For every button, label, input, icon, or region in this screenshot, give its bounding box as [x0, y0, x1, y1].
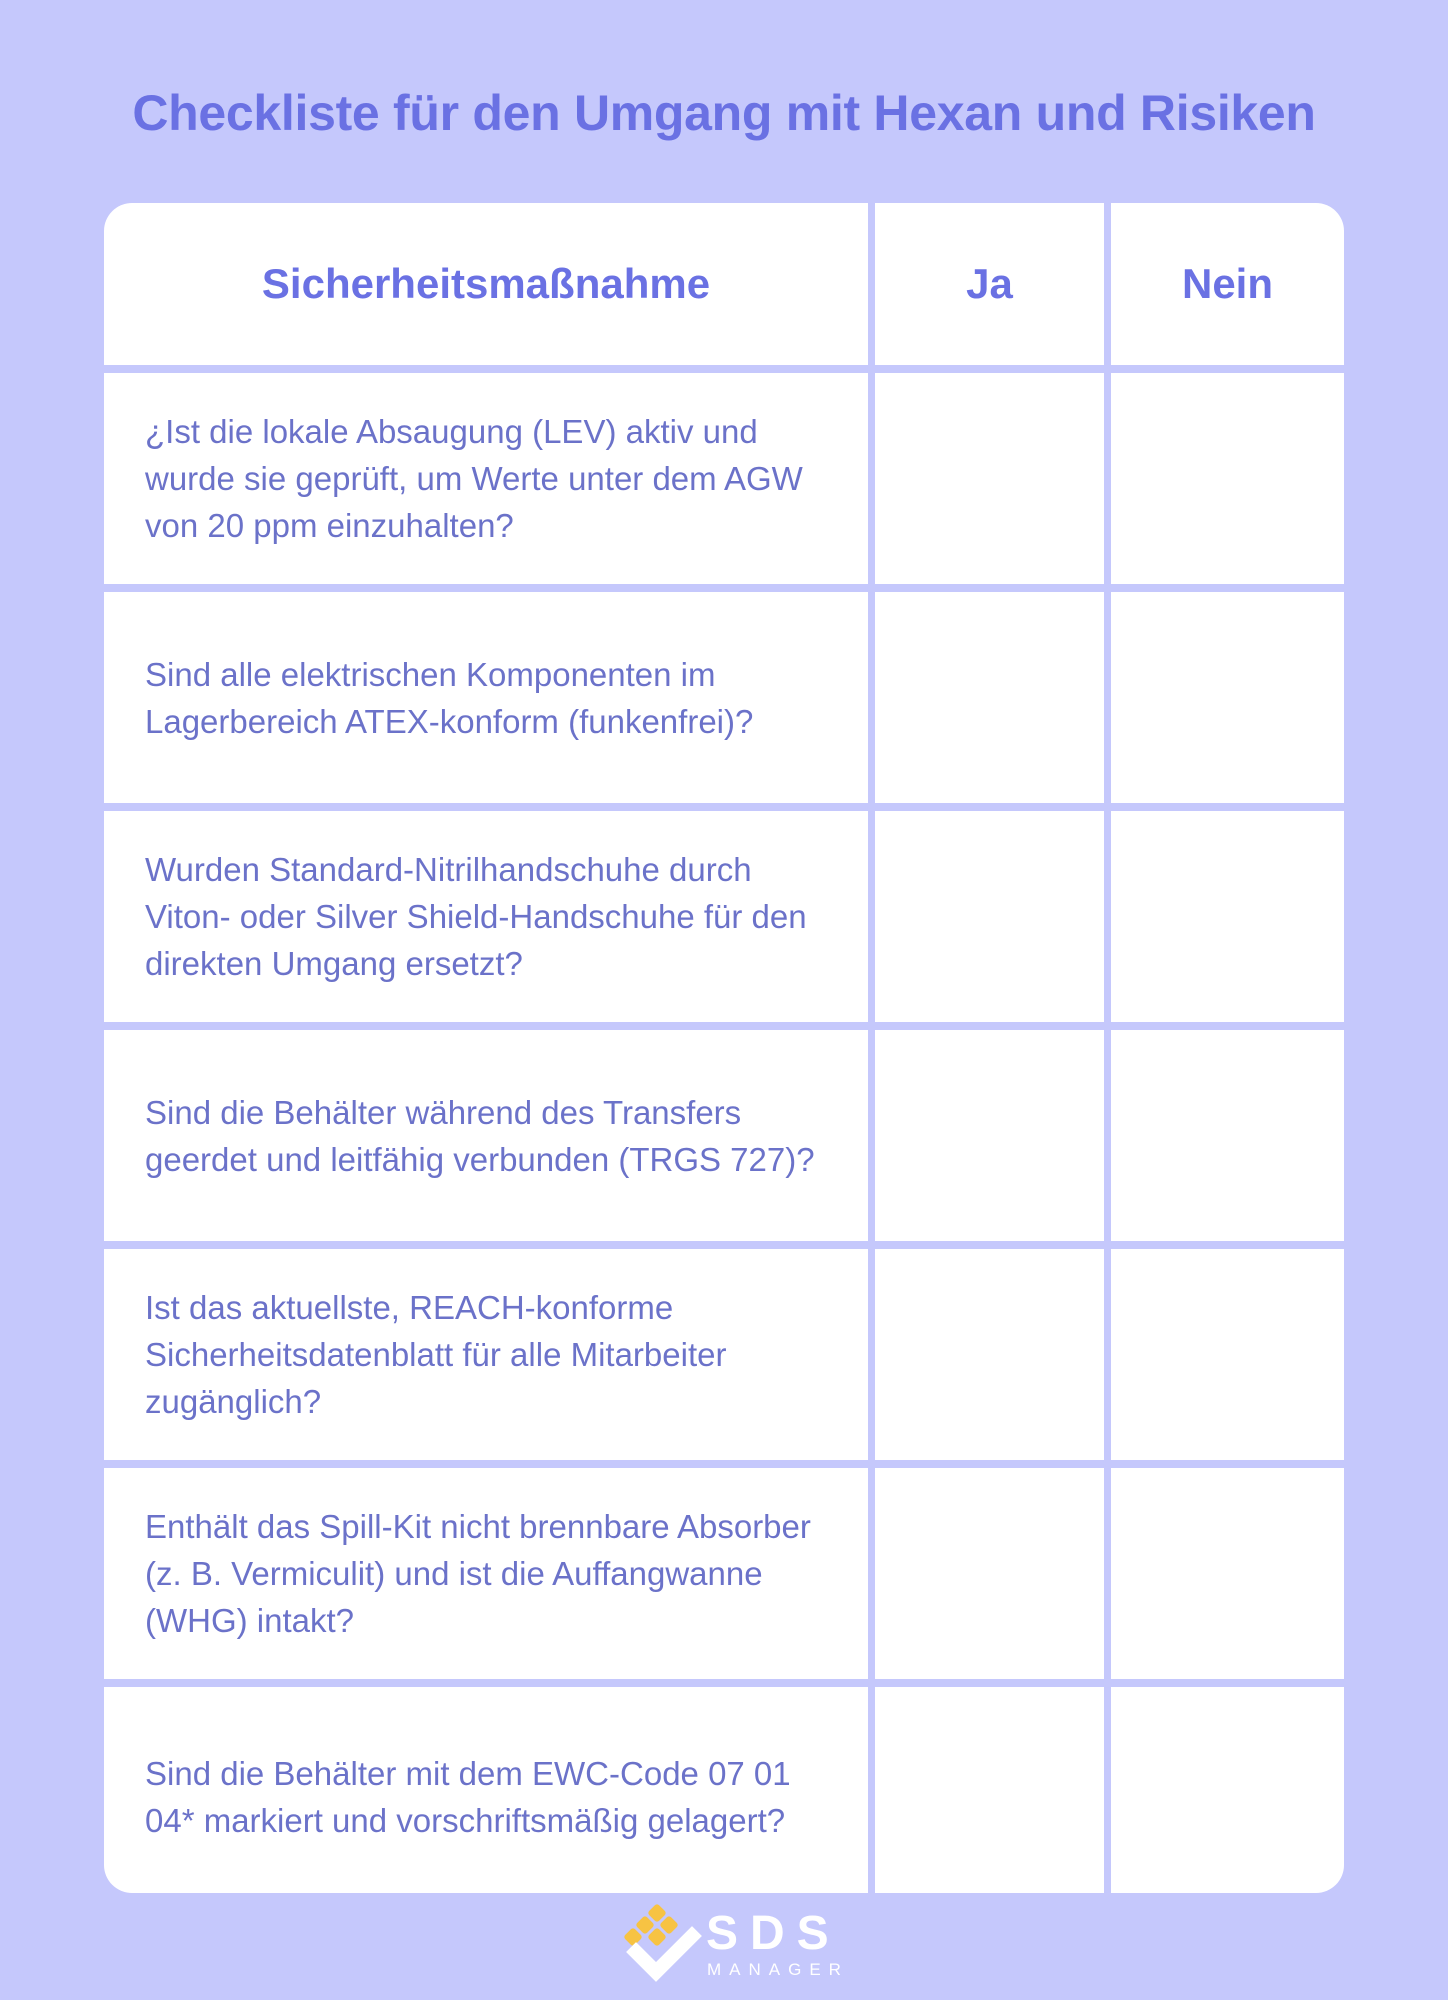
- row-yes-cell[interactable]: [875, 592, 1104, 803]
- row-yes-cell[interactable]: [875, 373, 1104, 584]
- brand-name: SDS: [706, 1907, 841, 1960]
- row-question: Ist das aktuellste, REACH-konforme Sicherheitsdatenblatt für alle Mitarbeiter zugänglich?: [104, 1249, 868, 1460]
- header-yes: Ja: [875, 203, 1104, 365]
- header-measure: Sicherheitsmaßnahme: [104, 203, 868, 365]
- row-yes-cell[interactable]: [875, 1249, 1104, 1460]
- sds-manager-logo-icon: [614, 1904, 706, 1984]
- row-no-cell[interactable]: [1111, 373, 1344, 584]
- row-yes-cell[interactable]: [875, 1030, 1104, 1241]
- row-no-cell[interactable]: [1111, 1249, 1344, 1460]
- row-question: Sind die Behälter während des Transfers geerdet und leitfähig verbunden (TRGS 727)?: [104, 1030, 868, 1241]
- row-yes-cell[interactable]: [875, 1687, 1104, 1893]
- row-question: Sind alle elektrischen Komponenten im Lagerbereich ATEX-konform (funkenfrei)?: [104, 592, 868, 803]
- page-title: Checkliste für den Umgang mit Hexan und Risiken: [132, 85, 1316, 141]
- header-no: Nein: [1111, 203, 1344, 365]
- row-no-cell[interactable]: [1111, 1030, 1344, 1241]
- checklist-table: [104, 203, 1344, 1893]
- row-yes-cell[interactable]: [875, 1468, 1104, 1679]
- row-no-cell[interactable]: [1111, 1687, 1344, 1893]
- row-no-cell[interactable]: [1111, 1468, 1344, 1679]
- row-yes-cell[interactable]: [875, 811, 1104, 1022]
- row-no-cell[interactable]: [1111, 592, 1344, 803]
- row-question: ¿Ist die lokale Absaugung (LEV) aktiv und wurde sie geprüft, um Werte unter dem AGW von 20 ppm einzuhalten?: [104, 373, 868, 584]
- sds-manager-logo: [614, 1904, 849, 1984]
- row-question: Enthält das Spill-Kit nicht brennbare Absorber (z. B. Vermiculit) und ist die Auffangwanne (WHG) intakt?: [104, 1468, 868, 1679]
- row-question: Sind die Behälter mit dem EWC-Code 07 01 04* markiert und vorschriftsmäßig gelagert?: [104, 1687, 868, 1893]
- row-question: Wurden Standard-Nitrilhandschuhe durch Viton- oder Silver Shield-Handschuhe für den direkten Umgang ersetzt?: [104, 811, 868, 1022]
- row-no-cell[interactable]: [1111, 811, 1344, 1022]
- brand-subtitle: MANAGER: [707, 1960, 849, 1979]
